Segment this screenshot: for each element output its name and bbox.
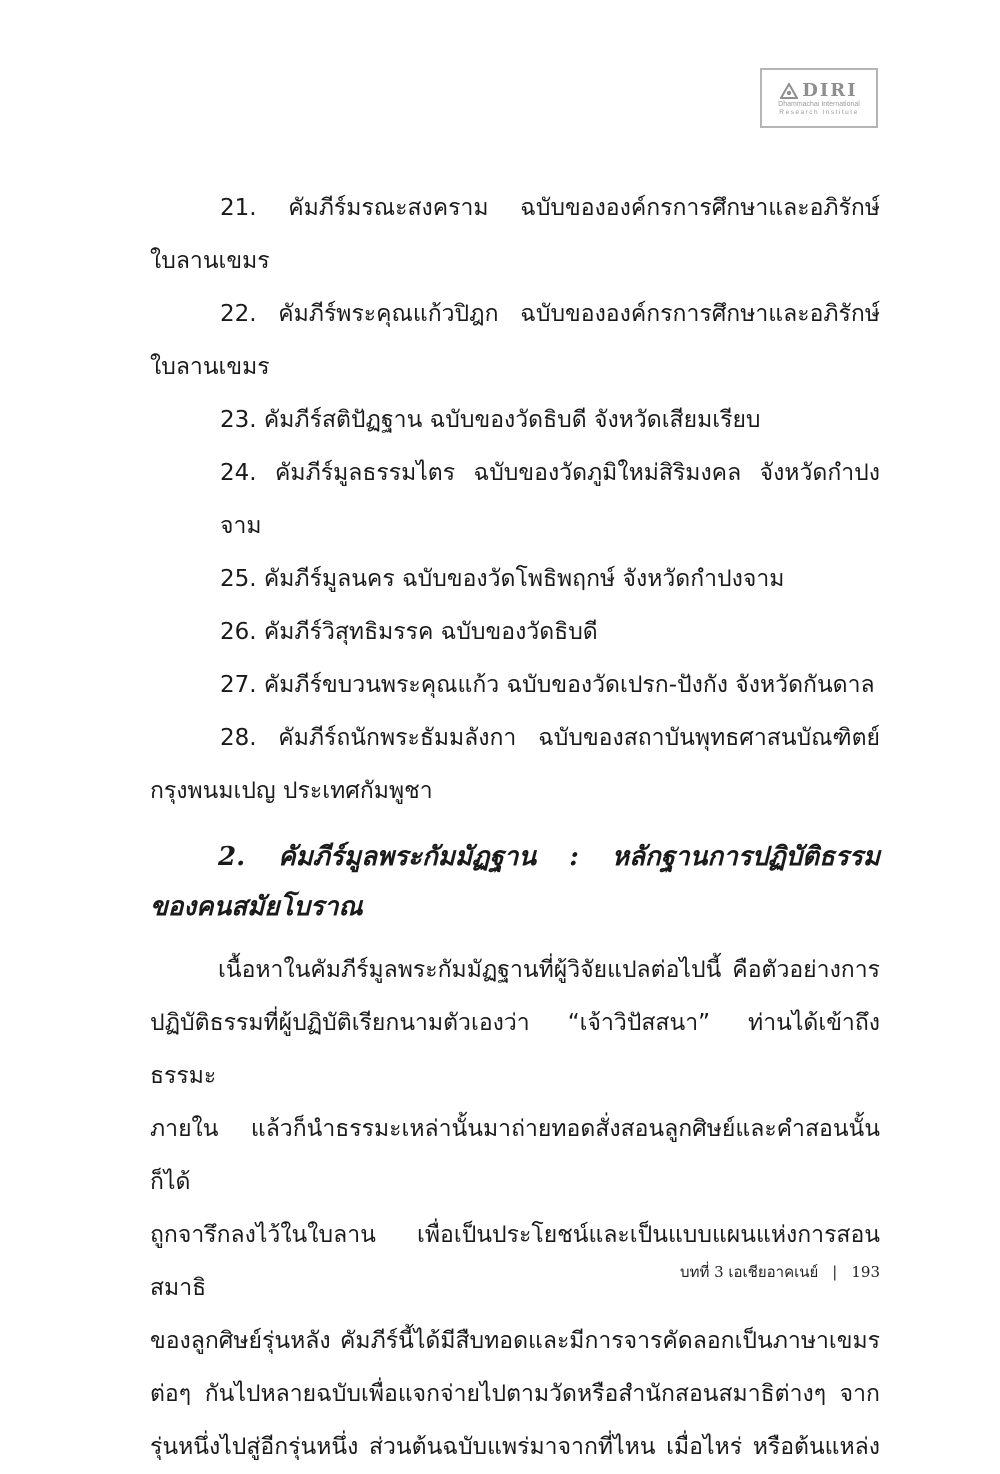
list-item-line: 24. คัมภีร์มูลธรรมไตร ฉบับของวัดภูมิใหม่สิริมงคล จังหวัดกำปงจาม — [220, 460, 880, 539]
paragraph-line: ต่อๆ กันไปหลายฉบับเพื่อแจกจ่ายไปตามวัดหรือสำนักสอนสมาธิต่างๆ จาก — [150, 1381, 880, 1407]
paragraph-line: ของลูกศิษย์รุ่นหลัง คัมภีร์นี้ได้มีสืบทอดและมีการจารคัดลอกเป็นภาษาเขมร — [150, 1328, 880, 1354]
list-item-line: 22. คัมภีร์พระคุณแก้วปิฎก ฉบับขององค์กรการศึกษาและอภิรักษ์ — [220, 301, 880, 327]
list-item-continuation: ใบลานเขมร — [150, 248, 270, 274]
list-item — [150, 712, 880, 818]
list-item-line: 23. คัมภีร์สติปัฏฐาน ฉบับของวัดธิบดี จังหวัดเสียมเรียบ — [220, 407, 761, 433]
list-item-line: 28. คัมภีร์ถนักพระธัมมลังกา ฉบับของสถาบันพุทธศาสนบัณฑิตย์ — [220, 725, 880, 751]
list-item-continuation: ใบลานเขมร — [150, 354, 270, 380]
list-item-line: 25. คัมภีร์มูลนคร ฉบับของวัดโพธิพฤกษ์ จังหวัดกำปงจาม — [220, 566, 785, 592]
list-item — [150, 447, 880, 553]
list-item-line: 27. คัมภีร์ขบวนพระคุณแก้ว ฉบับของวัดเปรก-ปังกัง จังหวัดกันดาล — [220, 672, 875, 698]
page-footer — [680, 1260, 880, 1284]
paragraph-line: ปฏิบัติธรรมที่ผู้ปฏิบัติเรียกนามตัวเองว่า “เจ้าวิปัสสนา” ท่านได้เข้าถึงธรรมะ — [150, 1010, 880, 1089]
paragraph-line: เนื้อหาในคัมภีร์มูลพระกัมมัฏฐานที่ผู้วิจัยแปลต่อไปนี้ คือตัวอย่างการ — [218, 957, 880, 983]
list-item-line: 21. คัมภีร์มรณะสงคราม ฉบับขององค์กรการศึกษาและอภิรักษ์ — [220, 195, 880, 221]
list-item — [150, 606, 880, 659]
section-heading-line-2: ของคนสมัยโบราณ — [150, 892, 363, 922]
body-paragraph — [150, 944, 880, 1474]
logo-name: DIRI — [802, 80, 858, 101]
list-item — [150, 553, 880, 606]
paragraph-line: ภายใน แล้วก็นำธรรมะเหล่านั้นมาถ่ายทอดสั่งสอนลูกศิษย์และคำสอนนั้นก็ได้ — [150, 1116, 880, 1195]
logo-subtitle: Dhammachai International — [778, 101, 860, 108]
section-heading — [150, 832, 880, 932]
paragraph-line: รุ่นหนึ่งไปสู่อีกรุ่นหนึ่ง ส่วนต้นฉบับแพร่มาจากที่ไหน เมื่อไหร่ หรือต้นแหล่ง — [150, 1434, 880, 1460]
triangle-emblem-icon — [780, 83, 798, 99]
list-item — [150, 659, 880, 712]
page-number: 193 — [851, 1263, 880, 1281]
list-item-line: 26. คัมภีร์วิสุทธิมรรค ฉบับของวัดธิบดี — [220, 619, 598, 645]
footer-separator: | — [832, 1263, 838, 1281]
list-item — [150, 182, 880, 288]
list-item-continuation: กรุงพนมเปญ ประเทศกัมพูชา — [150, 778, 433, 804]
chapter-label: บทที่ 3 เอเชียอาคเนย์ — [680, 1263, 819, 1281]
diri-logo — [760, 68, 878, 128]
list-item — [150, 288, 880, 394]
section-heading-line-1: 2. คัมภีร์มูลพระกัมมัฏฐาน : หลักฐานการปฏิบัติธรรม — [218, 842, 880, 872]
logo-subtitle-2: Research Institute — [779, 109, 859, 116]
list-item — [150, 394, 880, 447]
paragraph-line: ถูกจารึกลงไว้ในใบลาน เพื่อเป็นประโยชน์และเป็นแบบแผนแห่งการสอนสมาธิ — [150, 1222, 880, 1301]
